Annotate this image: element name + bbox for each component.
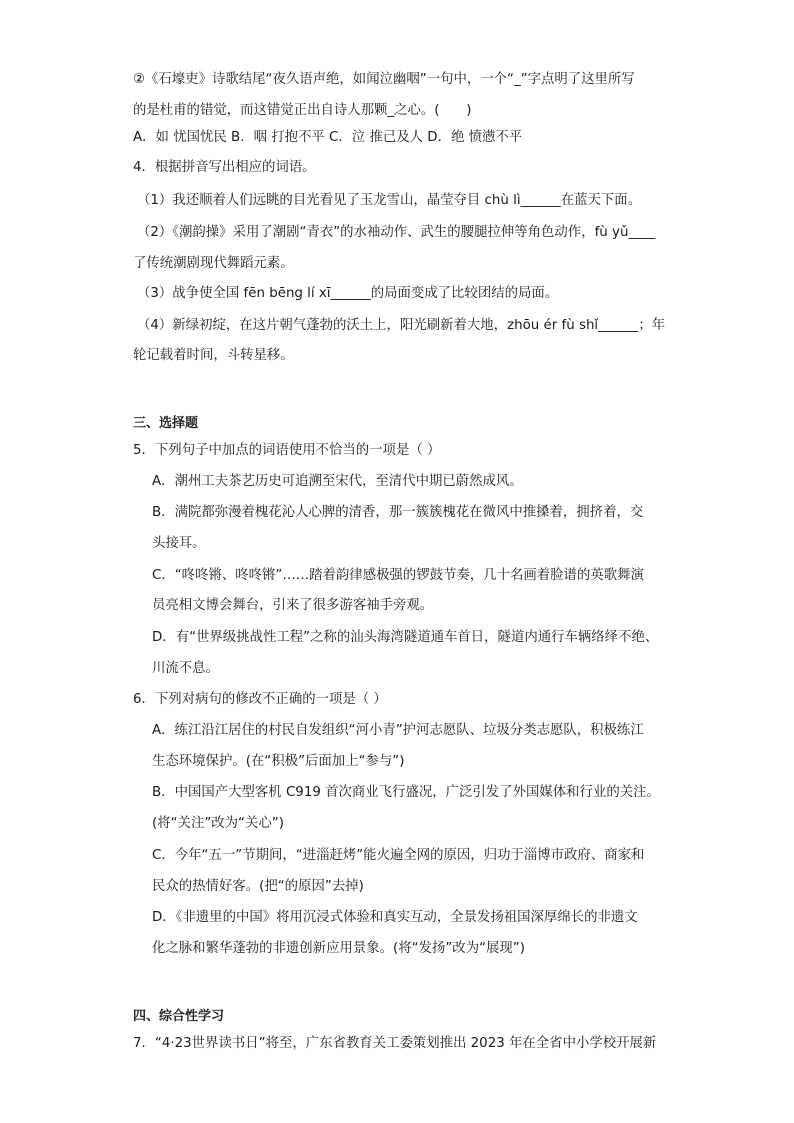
q6-option-a-line2: 生态环境保护。(在“积极”后面加上“参与”) (152, 754, 405, 769)
q4-item2-line2: 了传统潮剧现代舞蹈元素。 (133, 256, 294, 271)
q3-part2-line1: ②《石壕吏》诗歌结尾“夜久语声绝，如闻泣幽咽”一句中，一个“_”字点明了这里所写 (133, 72, 635, 87)
q3-options: A．如 忧国忧民 B．咽 打抱不平 C．泣 推己及人 D．绝 愤懑不平 (133, 130, 523, 145)
q4-item4-line1: （4）新绿初绽，在这片朝气蓬勃的沃土上，阳光刷新着大地，zhōu ér fù shǐ______；年 (137, 318, 666, 333)
q6-stem: 6．下列对病句的修改不正确的一项是（ ） (133, 692, 387, 707)
q5-option-b-line2: 头接耳。 (152, 536, 206, 551)
section-title-comprehensive: 四、综合性学习 (133, 1009, 225, 1024)
q6-option-a-line1: A．练江沿江居住的村民自发组织“河小青”护河志愿队、垃圾分类志愿队，积极练江 (152, 723, 644, 738)
q4-item2-line1: （2）《潮韵操》采用了潮剧“青衣”的水袖动作、武生的腰腿拉伸等角色动作，fù yǔ____ (137, 225, 656, 240)
q5-option-d-line2: 川流不息。 (152, 661, 219, 676)
q7-line1: 7．“4·23世界读书日”将至，广东省教育关工委策划推出 2023 年在全省中小学校开展新 (133, 1036, 657, 1051)
q6-option-d-line2: 化之脉和繁华蓬勃的非遗创新应用景象。(将“发扬”改为“展现”) (152, 941, 525, 956)
q4-stem: 4．根据拼音写出相应的词语。 (133, 160, 316, 175)
q5-option-d-line1: D．有“世界级挑战性工程”之称的汕头海湾隧道通车首日，隧道内通行车辆络绎不绝、 (152, 630, 659, 645)
q4-item3: （3）战争使全国 fēn bēng lí xī______的局面变成了比较团结的局面。 (137, 286, 559, 301)
q4-item4-line2: 轮记载着时间，斗转星移。 (133, 348, 294, 363)
q5-option-a: A．潮州工夫茶艺历史可追溯至宋代，至清代中期已蔚然成风。 (152, 474, 523, 489)
q6-option-c-line1: C．今年“五一”节期间，“进淄赶烤”能火遍全网的原因，归功于淄博市政府、商家和 (152, 848, 645, 863)
q5-stem: 5．下列句子中加点的词语使用不恰当的一项是（ ） (133, 443, 441, 458)
q5-option-b-line1: B．满院都弥漫着槐花沁人心脾的清香，那一簇簇槐花在微风中推搡着，拥挤着，交 (152, 505, 644, 520)
q6-option-b-line1: B．中国国产大型客机 C919 首次商业飞行盛况，广泛引发了外国媒体和行业的关注。 (152, 785, 660, 800)
q3-part2-line2: 的是杜甫的错觉，而这错觉正出自诗人那颗_之心。( ) (133, 103, 472, 118)
q5-option-c-line2: 员亮相文博会舞台，引来了很多游客袖手旁观。 (152, 598, 434, 613)
q6-option-c-line2: 民众的热情好客。(把“的原因”去掉) (152, 879, 364, 894)
q6-option-b-line2: (将“关注”改为“关心”) (152, 816, 284, 831)
q4-item1: （1）我还顺着人们远眺的目光看见了玉龙雪山，晶莹夺目 chù lì______在蓝天下面。 (137, 193, 642, 208)
q6-option-d-line1: D．《非遗里的中国》将用沉浸式体验和真实互动，全景发扬祖国深厚绵长的非遗文 (152, 910, 638, 925)
section-title-choice: 三、选择题 (133, 416, 199, 431)
q5-option-c-line1: C．“咚咚锵、咚咚锵”……踏着韵律感极强的锣鼓节奏，几十名画着脸谱的英歌舞演 (152, 568, 644, 583)
